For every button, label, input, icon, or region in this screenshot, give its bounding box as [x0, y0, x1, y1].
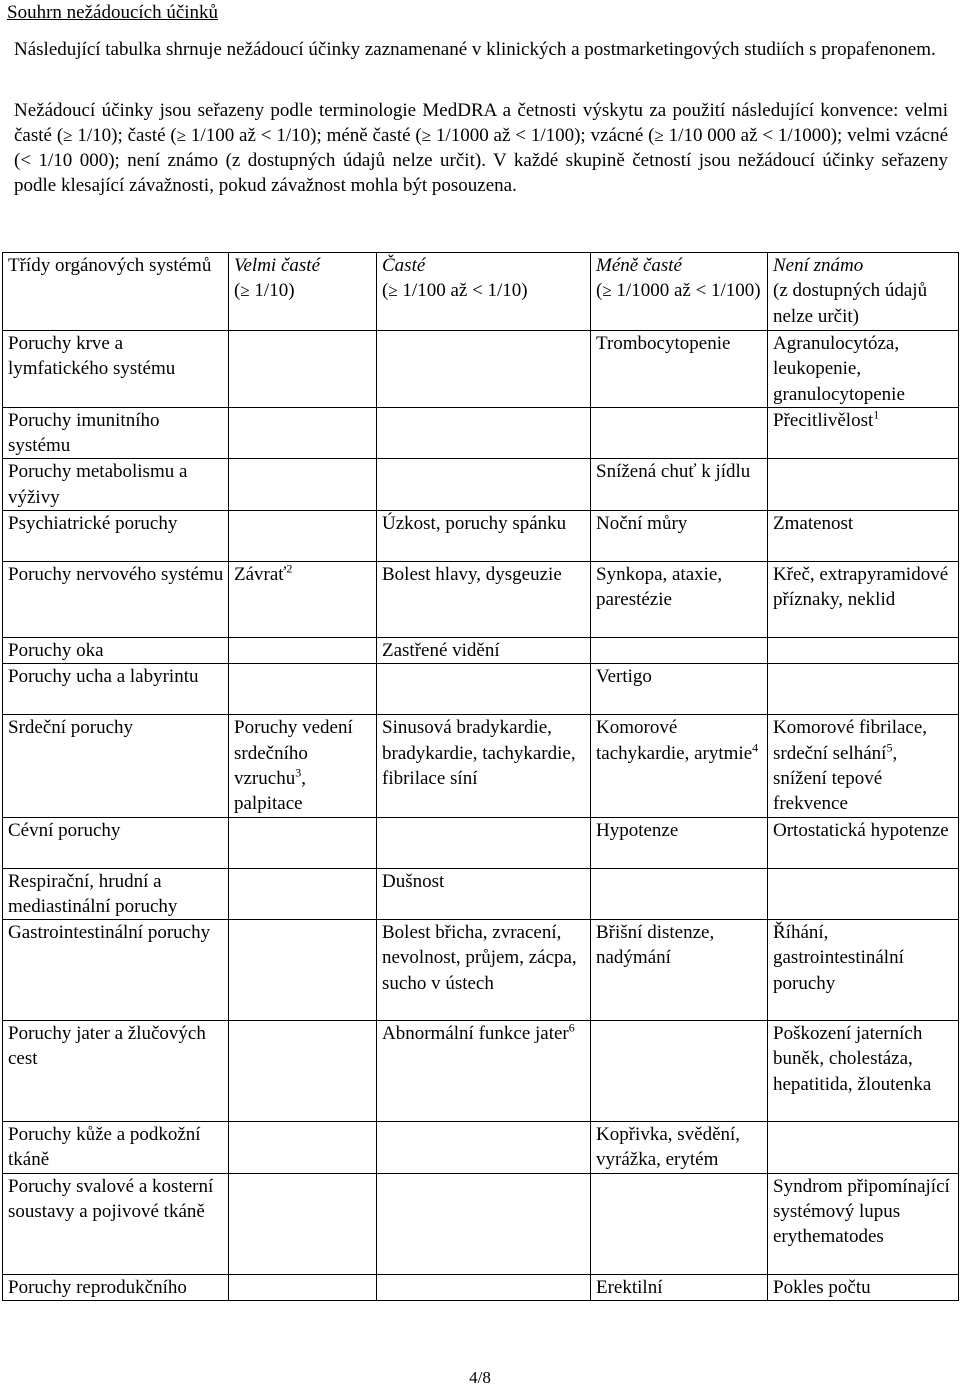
table-row — [3, 407, 959, 459]
table-row — [3, 459, 959, 511]
cell-unknown: Přecitlivělost$^1$ — [768, 407, 959, 459]
cell-very-common — [229, 331, 377, 408]
cell-very-common — [229, 920, 377, 1021]
cell-unknown: Říhání, gastrointestinální poruchy — [768, 920, 959, 1021]
cell-soc: Gastrointestinální poruchy — [3, 920, 229, 1021]
table-row — [3, 817, 959, 868]
table-row — [3, 920, 959, 1021]
header-uncommon: Méně časté (≥ 1/1000 až < 1/100) — [591, 253, 768, 331]
cell-common: Abnormální funkce jater$^6$ — [377, 1021, 591, 1122]
cell-common — [377, 407, 591, 459]
cell-soc: Poruchy krve a lymfatického systému — [3, 331, 229, 408]
table-row — [3, 1021, 959, 1122]
cell-very-common: Poruchy vedení srdečního vzruchu$^3$, palpitace — [229, 715, 377, 817]
table-row — [3, 511, 959, 562]
cell-soc: Psychiatrické poruchy — [3, 511, 229, 562]
cell-soc: Poruchy oka — [3, 638, 229, 664]
cell-uncommon: Hypotenze — [591, 817, 768, 868]
cell-very-common — [229, 817, 377, 868]
table-row — [3, 715, 959, 817]
cell-common — [377, 664, 591, 715]
cell-soc: Poruchy jater a žlučových cest — [3, 1021, 229, 1122]
cell-unknown: Ortostatická hypotenze — [768, 817, 959, 868]
cell-unknown: Syndrom připomínající systémový lupus erythematodes — [768, 1173, 959, 1274]
cell-uncommon — [591, 1021, 768, 1122]
cell-common: Bolest břicha, zvracení, nevolnost, průjem, zácpa, sucho v ústech — [377, 920, 591, 1021]
header-soc: Třídy orgánových systémů — [3, 253, 229, 331]
cell-soc: Poruchy reprodukčního — [3, 1274, 229, 1300]
cell-soc: Poruchy nervového systému — [3, 562, 229, 638]
table-header-row — [3, 253, 959, 331]
cell-uncommon — [591, 868, 768, 920]
cell-common: Sinusová bradykardie, bradykardie, tachykardie, fibrilace síní — [377, 715, 591, 817]
cell-very-common — [229, 1274, 377, 1300]
table-row — [3, 664, 959, 715]
cell-unknown: Agranulocytóza, leukopenie, granulocytopenie — [768, 331, 959, 408]
cell-unknown — [768, 459, 959, 511]
cell-uncommon — [591, 407, 768, 459]
cell-common — [377, 1274, 591, 1300]
cell-soc: Poruchy ucha a labyrintu — [3, 664, 229, 715]
table-row — [3, 331, 959, 408]
cell-soc: Srdeční poruchy — [3, 715, 229, 817]
cell-unknown — [768, 664, 959, 715]
cell-unknown: Křeč, extrapyramidové příznaky, neklid — [768, 562, 959, 638]
cell-uncommon: Snížená chuť k jídlu — [591, 459, 768, 511]
cell-unknown — [768, 868, 959, 920]
table-row — [3, 562, 959, 638]
header-very-common: Velmi časté (≥ 1/10) — [229, 253, 377, 331]
cell-soc: Poruchy metabolismu a výživy — [3, 459, 229, 511]
table-row — [3, 1122, 959, 1174]
table-row — [3, 638, 959, 664]
header-common: Časté (≥ 1/100 až < 1/10) — [377, 253, 591, 331]
cell-common — [377, 331, 591, 408]
cell-common — [377, 459, 591, 511]
header-unknown: Není známo (z dostupných údajů nelze určit) — [768, 253, 959, 331]
page-number: 4/8 — [469, 1368, 491, 1387]
cell-unknown: Poškození jaterních buněk, cholestáza, hepatitida, žloutenka — [768, 1021, 959, 1122]
cell-unknown: Komorové fibrilace, srdeční selhání$^5$, snížení tepové frekvence — [768, 715, 959, 817]
cell-uncommon: Erektilní — [591, 1274, 768, 1300]
cell-soc: Respirační, hrudní a mediastinální poruchy — [3, 868, 229, 920]
cell-common: Úzkost, poruchy spánku — [377, 511, 591, 562]
adverse-effects-table — [2, 252, 959, 1301]
cell-uncommon — [591, 1173, 768, 1274]
table-row — [3, 1173, 959, 1274]
cell-uncommon: Komorové tachykardie, arytmie$^4$ — [591, 715, 768, 817]
cell-very-common — [229, 1173, 377, 1274]
cell-very-common — [229, 459, 377, 511]
cell-very-common — [229, 868, 377, 920]
cell-uncommon: Břišní distenze, nadýmání — [591, 920, 768, 1021]
cell-uncommon: Trombocytopenie — [591, 331, 768, 408]
cell-unknown: Pokles počtu — [768, 1274, 959, 1300]
cell-common — [377, 817, 591, 868]
cell-very-common — [229, 511, 377, 562]
cell-common: Dušnost — [377, 868, 591, 920]
cell-uncommon: Kopřivka, svědění, vyrážka, erytém — [591, 1122, 768, 1174]
cell-soc: Poruchy svalové a kosterní soustavy a pojivové tkáně — [3, 1173, 229, 1274]
table-row — [3, 1274, 959, 1300]
cell-uncommon: Synkopa, ataxie, parestézie — [591, 562, 768, 638]
frequency-convention-paragraph: Nežádoucí účinky jsou seřazeny podle terminologie MedDRA a četnosti výskytu za použití následující konvence: velmi časté (≥ 1/10); časté (≥ 1/100 až < 1/10); méně časté (≥ 1/1000 až < 1/100); vzácné (≥ 1/10 000 až < 1/1000); velmi vzácné (< 1/10 000); není známo (z dostupných údajů nelze určit). V každé skupině četností jsou nežádoucí účinky seřazeny podle klesající závažnosti, pokud závažnost mohla být posouzena. — [14, 100, 948, 196]
cell-very-common: Závrať$^2$ — [229, 562, 377, 638]
section-heading: Souhrn nežádoucích účinků — [7, 2, 219, 23]
cell-unknown — [768, 1122, 959, 1174]
cell-unknown: Zmatenost — [768, 511, 959, 562]
intro-paragraph: Následující tabulka shrnuje nežádoucí účinky zaznamenané v klinických a postmarketingových studiích s propafenonem. — [14, 39, 936, 60]
cell-common: Bolest hlavy, dysgeuzie — [377, 562, 591, 638]
table-row — [3, 868, 959, 920]
cell-very-common — [229, 1122, 377, 1174]
cell-uncommon — [591, 638, 768, 664]
cell-unknown — [768, 638, 959, 664]
cell-soc: Poruchy imunitního systému — [3, 407, 229, 459]
cell-uncommon: Vertigo — [591, 664, 768, 715]
cell-common: Zastřené vidění — [377, 638, 591, 664]
cell-very-common — [229, 664, 377, 715]
cell-very-common — [229, 638, 377, 664]
cell-soc: Cévní poruchy — [3, 817, 229, 868]
cell-common — [377, 1122, 591, 1174]
cell-uncommon: Noční můry — [591, 511, 768, 562]
cell-very-common — [229, 1021, 377, 1122]
cell-common — [377, 1173, 591, 1274]
cell-soc: Poruchy kůže a podkožní tkáně — [3, 1122, 229, 1174]
cell-very-common — [229, 407, 377, 459]
